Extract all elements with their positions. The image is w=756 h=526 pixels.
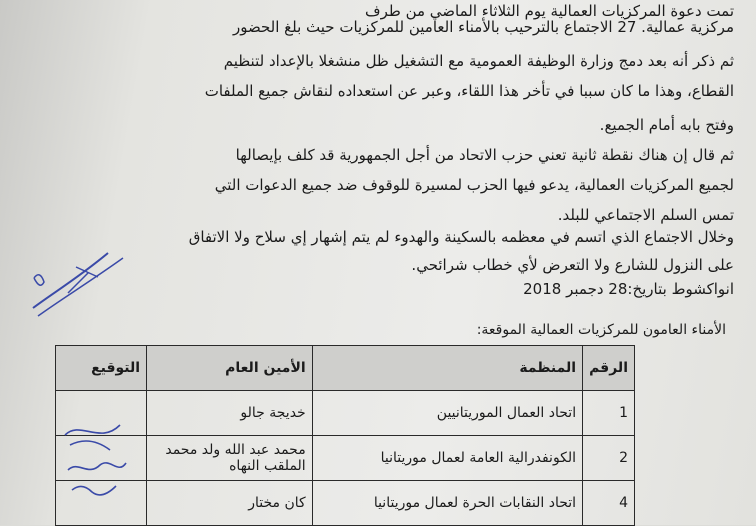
- table-header-row: [56, 346, 635, 391]
- paragraph-line-5: وفتح بابه أمام الجميع.: [599, 116, 734, 134]
- row-secretary-general: كان مختار: [147, 481, 313, 526]
- table-row: [56, 481, 635, 526]
- paragraph-line-9: وخلال الاجتماع الذي اتسم في معظمه بالسكينة والهدوء لم يتم إشهار إي سلاح ولا الاتفاق: [188, 228, 734, 246]
- paragraph-line-2: مركزية عمالية. 27 الاجتماع بالترحيب بالأمناء العامين للمركزيات حيث بلغ الحضور: [232, 18, 734, 36]
- header-signature: التوقيع: [56, 346, 147, 391]
- signatories-table: [55, 345, 635, 526]
- paragraph-line-3: ثم ذكر أنه بعد دمج وزارة الوظيفة العمومية مع التشغيل ظل منشغلا بالإعداد لتنظيم: [223, 52, 734, 70]
- handwritten-signature-stamp: [28, 238, 128, 328]
- paragraph-line-7: لجميع المركزيات العمالية، يدعو فيها الحزب لمسيرة للوقوف ضد جميع الدعوات التي: [214, 176, 734, 194]
- row-number: 4: [583, 481, 635, 526]
- paragraph-line-4: القطاع، وهذا ما كان سببا في تأخر هذا اللقاء، وعبر عن استعداده لنقاش جميع الملفات: [204, 82, 734, 100]
- row-secretary-general: محمد عبد الله ولد محمد الملقب النهاه: [147, 436, 313, 481]
- row-organization: اتحاد النقابات الحرة لعمال موريتانيا: [312, 481, 582, 526]
- row-number: 1: [583, 391, 635, 436]
- paragraph-line-8: تمس السلم الاجتماعي للبلد.: [557, 206, 734, 224]
- header-organization: المنظمة: [312, 346, 582, 391]
- paragraph-line-10: على النزول للشارع ولا التعرض لأي خطاب شرائحي.: [411, 256, 734, 274]
- row-number: 2: [583, 436, 635, 481]
- paragraph-line-1: تمت دعوة المركزيات العمالية يوم الثلاثاء الماضي من طرف: [365, 2, 734, 20]
- handwritten-signatures: [60, 415, 130, 505]
- header-secretary-general: الأمين العام: [147, 346, 313, 391]
- row-organization: الكونفدرالية العامة لعمال موريتانيا: [312, 436, 582, 481]
- table-row: [56, 391, 635, 436]
- table-heading: الأمناء العامون للمركزيات العمالية الموقعة:: [476, 322, 726, 338]
- row-secretary-general: خديجة جالو: [147, 391, 313, 436]
- table-row: [56, 436, 635, 481]
- header-number: الرقم: [583, 346, 635, 391]
- date-line: انواكشوط بتاريخ:28 دجمبر 2018: [523, 280, 734, 298]
- paragraph-line-6: ثم قال إن هناك نقطة ثانية تعني حزب الاتحاد من أجل الجمهورية قد كلف بإيصالها: [235, 146, 734, 164]
- row-organization: اتحاد العمال الموريتانيين: [312, 391, 582, 436]
